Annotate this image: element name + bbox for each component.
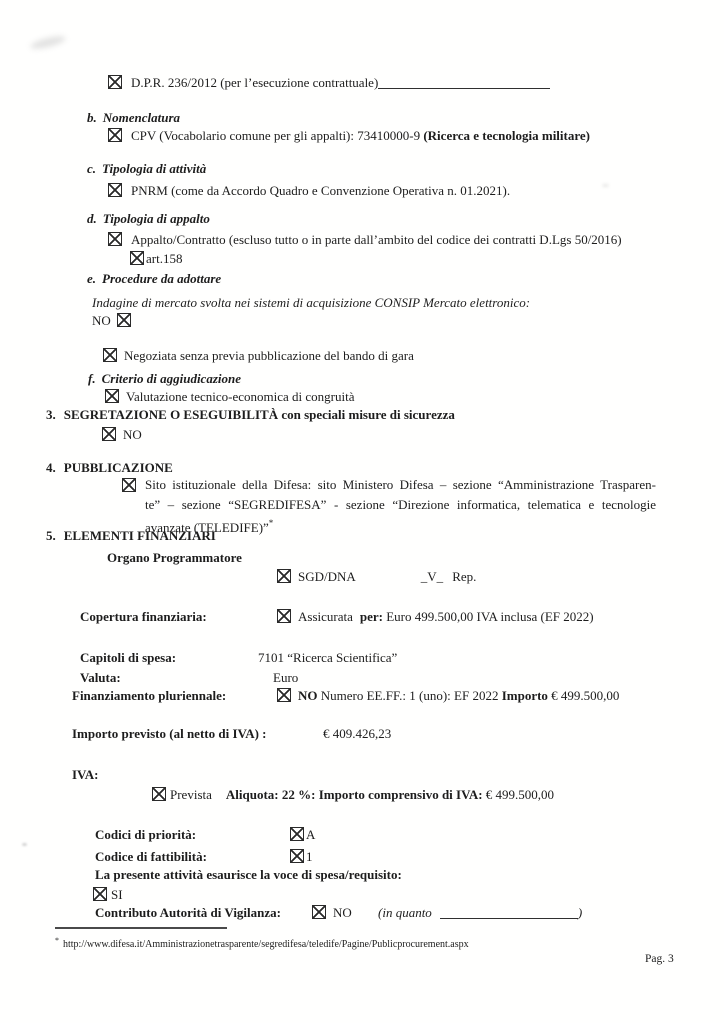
organo-label: Organo Programmatore — [107, 550, 242, 565]
cpv-label-bold: (Ricerca e tecnologia militare) — [423, 128, 590, 143]
sito-line-2: te” – sezione “SEGREDIFESA” - sezione “Direzione informatica, telematica e tecnologie — [145, 496, 656, 512]
section-3-heading — [46, 406, 455, 423]
indagine-no-checkbox-checked-icon — [117, 313, 131, 327]
section-d-heading — [87, 210, 210, 227]
sito-paragraph — [145, 475, 656, 538]
priorita-checkbox-checked-icon — [290, 827, 304, 841]
cpv-checkbox-checked-icon — [108, 128, 122, 142]
segretazione-no-checkbox-checked-icon — [102, 427, 116, 441]
esaurisce-label: La presente attività esaurisce la voce di spesa/requisito: — [95, 867, 402, 882]
section-b-title: Nomenclatura — [102, 110, 181, 125]
priorita-code: A — [306, 827, 316, 842]
sito-line-3-text: avanzate (TELEDIFE)” — [145, 520, 269, 535]
footnote-url: http://www.difesa.it/Amministrazionetrasparente/segredifesa/teledife/Pagine/Publicprocurement.aspx — [63, 939, 469, 950]
art158-label: art.158 — [146, 251, 183, 266]
scan-speck-artifact — [602, 184, 609, 187]
contributo-note-close: ) — [577, 905, 583, 920]
fattibilita-value — [290, 848, 313, 865]
contributo-note — [378, 904, 582, 921]
importo-label: Importo previsto (al netto di IVA) : — [72, 726, 267, 741]
finanziamento-checkbox-checked-icon — [277, 688, 291, 702]
negoziata-item — [103, 347, 414, 364]
importo-value: € 409.426,23 — [323, 726, 392, 741]
section-d-title: Tipologia di appalto — [102, 211, 210, 226]
fattibilita-code: 1 — [306, 849, 313, 864]
footnote — [55, 934, 469, 951]
section-5-title: ELEMENTI FINANZIARI — [63, 528, 216, 543]
organo-label-line — [107, 549, 242, 566]
sito-checkbox-line — [122, 477, 145, 494]
sito-checkbox-checked-icon — [122, 478, 136, 492]
organo-rep-blank: _V_ — [420, 569, 444, 584]
negoziata-checkbox-checked-icon — [103, 348, 117, 362]
iva-label: IVA: — [72, 767, 99, 782]
sito-footnote-ref: * — [268, 518, 274, 528]
contributo-answer: NO — [333, 905, 352, 920]
finanziamento-amount: € 499.500,00 — [547, 688, 620, 703]
appalto-item — [108, 231, 622, 248]
iva-prevista-label: Prevista — [170, 787, 212, 802]
capitoli-value: 7101 “Ricerca Scientifica” — [258, 650, 398, 665]
cpv-label: CPV (Vocabolario comune per gli appalti): 73410000-9 — [131, 128, 424, 143]
copertura-value — [277, 608, 594, 625]
iva-amount: € 499.500,00 — [482, 787, 555, 802]
contributo-no-checkbox-checked-icon — [312, 905, 326, 919]
section-c-heading — [87, 160, 206, 177]
section-e-letter: e. — [87, 271, 97, 286]
indagine-text — [92, 294, 530, 311]
copertura-assicurata: Assicurata — [298, 609, 353, 624]
footnote-marker: * — [55, 936, 59, 945]
esaurisce-line — [95, 866, 402, 883]
appalto-checkbox-checked-icon — [108, 232, 122, 246]
priorita-value — [290, 826, 315, 843]
section-c-title: Tipologia di attività — [102, 161, 207, 176]
contributo-value — [312, 904, 352, 921]
section-f-title: Criterio di aggiudicazione — [101, 371, 241, 386]
page-number: Pag. 3 — [645, 953, 674, 965]
pnrm-checkbox-checked-icon — [108, 183, 122, 197]
section-e-title: Procedure da adottare — [102, 271, 222, 286]
iva-label-line — [72, 766, 99, 783]
dpr-checkbox-checked-icon — [108, 75, 122, 89]
iva-prevista-checkbox-checked-icon — [152, 787, 166, 801]
organo-checkbox-checked-icon — [277, 569, 291, 583]
finanziamento-importo-word: Importo — [501, 688, 548, 703]
organo-rep-label: Rep. — [452, 569, 477, 584]
valuta-label: Valuta: — [80, 670, 121, 685]
valutazione-label: Valutazione tecnico-economica di congruità — [126, 389, 355, 404]
dpr-label: D.P.R. 236/2012 (per l’esecuzione contrattuale) — [131, 75, 379, 90]
sito-line-1: Sito istituzionale della Difesa: sito Ministero Difesa – sezione “Amministrazione Trasparen- — [145, 477, 656, 492]
section-f-letter: f. — [88, 371, 96, 386]
indagine-label: Indagine di mercato svolta nei sistemi di acquisizione CONSIP Mercato elettronico: — [92, 295, 531, 310]
section-3-title: SEGRETAZIONE O ESEGUIBILITÀ con speciali misure di sicurezza — [63, 407, 455, 422]
finanziamento-label: Finanziamento pluriennale: — [72, 688, 227, 703]
iva-prevista-line — [152, 786, 554, 803]
pnrm-item — [108, 182, 510, 199]
capitoli-label: Capitoli di spesa: — [80, 650, 177, 665]
section-e-heading — [87, 270, 221, 287]
copertura-checkbox-checked-icon — [277, 609, 291, 623]
section-4-number: 4. — [46, 460, 56, 475]
fattibilita-label: Codice di fattibilità: — [95, 849, 207, 864]
finanziamento-no: NO — [298, 688, 318, 703]
organo-value: SGD/DNA — [298, 569, 356, 584]
section-f-heading — [88, 370, 241, 387]
esaurisce-answer-line — [93, 886, 123, 903]
esaurisce-si-checkbox-checked-icon — [93, 887, 107, 901]
copertura-per: per: — [359, 609, 383, 624]
section-c-letter: c. — [87, 161, 97, 176]
esaurisce-answer: SI — [111, 887, 123, 902]
iva-aliquota-label: Aliquota: 22 %: Importo comprensivo di IVA: — [225, 787, 483, 802]
dpr-blank-line — [378, 77, 550, 89]
priorita-label: Codici di priorità: — [95, 827, 197, 842]
finanziamento-value — [277, 687, 619, 704]
copertura-amount: Euro 499.500,00 IVA inclusa (EF 2022) — [382, 609, 594, 624]
fattibilita-checkbox-checked-icon — [290, 849, 304, 863]
scan-smudge-artifact — [29, 34, 66, 51]
indagine-answer — [92, 312, 131, 329]
art158-checkbox-checked-icon — [130, 251, 144, 265]
organo-value-line — [277, 568, 476, 585]
section-5-number: 5. — [46, 528, 56, 543]
section-b-letter: b. — [87, 110, 97, 125]
copertura-label: Copertura finanziaria: — [80, 609, 207, 624]
art158-item — [130, 250, 182, 267]
indagine-answer-label: NO — [92, 313, 111, 328]
section-d-letter: d. — [87, 211, 97, 226]
footnote-divider — [55, 927, 227, 929]
contributo-note-open: (in quanto — [378, 905, 432, 920]
cpv-item — [108, 127, 590, 144]
section-3-number: 3. — [46, 407, 56, 422]
contributo-label: Contributo Autorità di Vigilanza: — [95, 905, 281, 920]
negoziata-label: Negoziata senza previa pubblicazione del bando di gara — [124, 348, 414, 363]
sito-line-3 — [145, 514, 656, 538]
section-4-title: PUBBLICAZIONE — [63, 460, 173, 475]
section-b-heading — [87, 109, 180, 126]
scan-speck-artifact — [22, 843, 27, 846]
segretazione-answer-label: NO — [123, 427, 142, 442]
valutazione-checkbox-checked-icon — [105, 389, 119, 403]
finanziamento-numero: Numero EE.FF.: 1 (uno): EF 2022 — [317, 688, 502, 703]
section-5-heading — [46, 527, 216, 544]
valuta-value: Euro — [273, 670, 299, 685]
valutazione-item — [105, 388, 354, 405]
section-4-heading — [46, 459, 173, 476]
pnrm-label: PNRM (come da Accordo Quadro e Convenzione Operativa n. 01.2021). — [131, 183, 511, 198]
appalto-label: Appalto/Contratto (escluso tutto o in parte dall’ambito del codice dei contratti D.Lgs 50/2016) — [131, 232, 622, 247]
contributo-blank-line — [440, 907, 578, 919]
segretazione-answer — [102, 426, 142, 443]
dpr-item — [108, 74, 550, 91]
